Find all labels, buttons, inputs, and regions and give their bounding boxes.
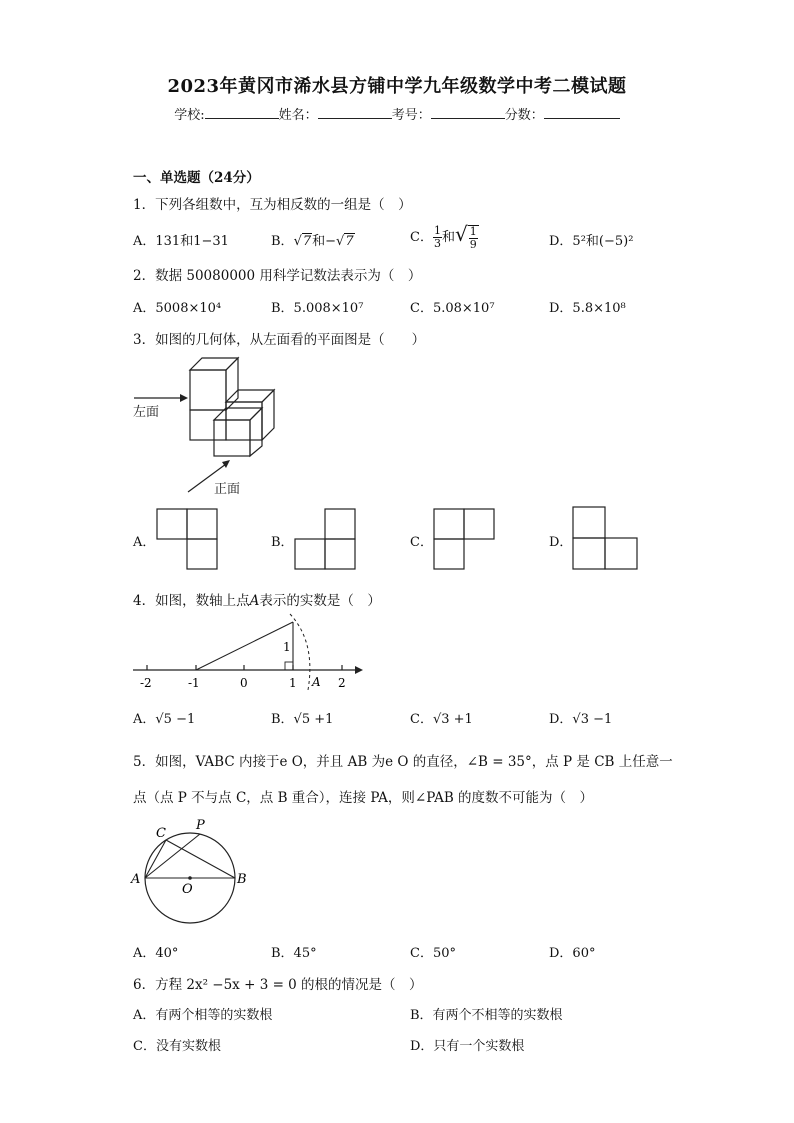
- section-heading: 一、单选题（24分）: [133, 170, 260, 186]
- height-label: 1: [283, 640, 291, 654]
- q1-option-d[interactable]: D．5²和(−5)²: [549, 234, 634, 249]
- score-blank[interactable]: [544, 106, 620, 119]
- q2-option-d[interactable]: D．5.8×10⁸: [549, 301, 626, 316]
- q5-stem-line2: 点（点 P 不与点 C，点 B 重合），连接 PA，则∠PAB 的度数不可能为（ ）: [133, 790, 594, 806]
- segment-ac: [145, 840, 166, 878]
- q6-option-d[interactable]: D．只有一个实数根: [410, 1039, 525, 1054]
- sqrt-icon: √: [336, 234, 345, 249]
- q5-option-d[interactable]: D．60°: [549, 946, 596, 961]
- q3-option-d[interactable]: D．: [549, 535, 573, 550]
- solid-figure: [130, 350, 290, 500]
- label-b: B: [237, 872, 247, 887]
- q6-stem: 6．方程 2x² −5x + 3 = 0 的根的情况是（ ）: [133, 977, 423, 993]
- label-a: A: [131, 872, 141, 887]
- q4-option-b[interactable]: B．√5 +1: [271, 712, 334, 727]
- page-title: 2023年黄冈市浠水县方铺中学九年级数学中考二模试题: [167, 76, 627, 97]
- q4-stem: 4．如图，数轴上点A表示的实数是（ ）: [133, 593, 381, 609]
- exam-no-label: 考号：: [391, 108, 431, 123]
- q6-option-c[interactable]: C．没有实数根: [133, 1039, 221, 1054]
- q2-option-c[interactable]: C．5.08×10⁷: [410, 301, 495, 316]
- q1-c-mid: 和: [441, 230, 455, 245]
- fraction-one-third: $\frac{1}{3}$: [433, 224, 441, 250]
- tick-label: -1: [188, 676, 200, 690]
- tick-label: 0: [240, 676, 248, 690]
- arrowhead-icon: [180, 394, 188, 402]
- circle-figure: [128, 815, 258, 927]
- exam-no-blank[interactable]: [431, 106, 505, 119]
- school-label: 学校:: [174, 108, 205, 123]
- q5-stem-line1: 5．如图，VABC 内接于e O，并且 AB 为e O 的直径，∠B = 35°，点 P 是 CB 上任意一: [133, 754, 673, 770]
- label-c: C: [156, 826, 166, 841]
- tick-label: -2: [140, 676, 152, 690]
- q1-option-c[interactable]: [410, 222, 479, 251]
- tick-label: 2: [338, 676, 346, 690]
- school-blank[interactable]: [205, 106, 279, 119]
- q1-option-a[interactable]: A．131和1−31: [133, 234, 229, 249]
- q3-option-c[interactable]: C．: [410, 535, 433, 550]
- q2-stem: 2．数据 50080000 用科学记数法表示为（ ）: [133, 268, 422, 284]
- student-info-line: [0, 104, 794, 123]
- q6-option-a[interactable]: A．有两个相等的实数根: [133, 1008, 273, 1023]
- q5-option-b[interactable]: B．45°: [271, 946, 317, 961]
- q4-stem-var: A: [249, 593, 260, 609]
- arrowhead-icon: [355, 666, 363, 674]
- q1-b-prefix: B．: [271, 234, 294, 249]
- left-view-label: 左面: [133, 405, 160, 420]
- q1-c-prefix: C．: [410, 230, 433, 245]
- q3-figure-b[interactable]: [293, 507, 357, 571]
- q3-figure-c[interactable]: [432, 507, 496, 571]
- q3-figure-d[interactable]: [571, 505, 639, 571]
- q4-option-d[interactable]: D．√3 −1: [549, 712, 613, 727]
- point-a-label: A: [312, 675, 321, 689]
- number-line-figure: [130, 612, 370, 692]
- name-label: 姓名：: [278, 108, 318, 123]
- center-point: [188, 876, 192, 880]
- q3-stem: 3．如图的几何体，从左面看的平面图是（ ）: [133, 332, 426, 348]
- fraction-one-ninth: $\frac{1}{9}$: [469, 224, 477, 251]
- q2-option-a[interactable]: A．5008×10⁴: [133, 301, 222, 316]
- q3-option-b[interactable]: B．: [271, 535, 294, 550]
- tick-label: 1: [289, 676, 297, 690]
- q3-option-a[interactable]: A．: [133, 535, 156, 550]
- q1-b-mid: 和−: [312, 234, 337, 249]
- q5-option-a[interactable]: A．40°: [133, 946, 179, 961]
- name-blank[interactable]: [318, 106, 392, 119]
- front-view-label: 正面: [214, 482, 241, 497]
- segment-ap: [145, 834, 200, 878]
- q2-option-b[interactable]: B．5.008×10⁷: [271, 301, 364, 316]
- sqrt-icon: √: [293, 234, 302, 249]
- segment-cb: [166, 840, 235, 878]
- hypotenuse: [196, 622, 293, 670]
- score-label: 分数：: [504, 108, 544, 123]
- label-p: P: [196, 818, 205, 833]
- sqrt-icon: √: [454, 222, 468, 246]
- q1-stem: 1．下列各组数中，互为相反数的一组是（ ）: [133, 197, 412, 213]
- q4-option-c[interactable]: C．√3 +1: [410, 712, 473, 727]
- label-o: O: [182, 882, 193, 897]
- q3-figure-a[interactable]: [155, 507, 219, 571]
- right-angle-mark: [285, 662, 293, 670]
- q5-option-c[interactable]: C．50°: [410, 946, 456, 961]
- q1-option-b[interactable]: B．√7和−√7: [271, 234, 354, 249]
- q6-option-b[interactable]: B．有两个不相等的实数根: [410, 1008, 563, 1023]
- q4-option-a[interactable]: A．√5 −1: [133, 712, 196, 727]
